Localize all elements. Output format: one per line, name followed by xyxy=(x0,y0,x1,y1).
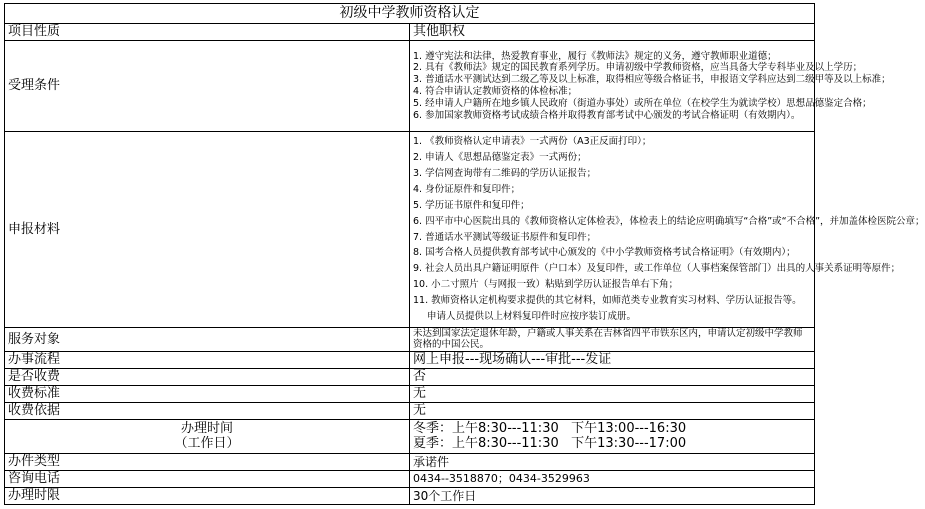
condition-item: 1. 遵守宪法和法律，热爱教育事业，履行《教师法》规定的义务，遵守教师职业道德； xyxy=(413,50,777,62)
hours-value xyxy=(410,419,815,453)
fee-basis-value: 无 xyxy=(410,402,815,419)
nature-label: 项目性质 xyxy=(5,24,410,41)
material-item: 4. 身份证原件和复印件； xyxy=(413,183,521,195)
material-item: 7. 普通话水平测试等级证书原件和复印件； xyxy=(413,231,597,243)
fee-basis-label: 收费依据 xyxy=(5,402,410,419)
materials-list xyxy=(410,132,925,328)
material-item: 6. 四平市中心医院出具的《教师资格认定体检表》，体检表上的结论应明确填写“合格”或“不合格”，并加盖体检医院公章； xyxy=(413,215,925,227)
material-item: 3. 学信网查询带有二维码的学历认证报告； xyxy=(413,167,597,179)
hours-label-line1: 办理时间 xyxy=(180,420,233,436)
condition-item: 2. 具有《教师法》规定的国民教育系列学历。申请初级中学教师资格，应当具备大学专科毕业及以上学历； xyxy=(413,62,863,74)
hours-summer: 夏季：上午8:30---11:30 下午13:30---17:00 xyxy=(413,436,687,452)
service-label: 服务对象 xyxy=(5,328,410,352)
service-value: 未达到国家法定退休年龄，户籍或人事关系在吉林省四平市铁东区内，申请认定初级中学教师资格的中国公民。 xyxy=(410,328,815,352)
material-item: 10. 小二寸照片（与网报一致）粘贴到学历认证报告单右下角； xyxy=(413,279,679,291)
deadline-value: 30个工作日 xyxy=(410,487,815,504)
material-item: 8. 国考合格人员提供教育部考试中心颁发的《中小学教师资格考试合格证明》（有效期内）； xyxy=(413,247,796,259)
material-item: 5. 学历证书原件和复印件； xyxy=(413,199,530,211)
material-note: 申请人员提供以上材料复印件时应按序装订成册。 xyxy=(427,310,637,322)
material-item: 11. 教师资格认定机构要求提供的其它材料，如师范类专业教育实习材料、学历认证报告等。 xyxy=(413,295,802,307)
type-label: 办件类型 xyxy=(5,453,410,470)
phone-value: 0434--3518870；0434-3529963 xyxy=(410,470,815,487)
materials-label: 申报材料 xyxy=(5,132,410,328)
table-title: 初级中学教师资格认定 xyxy=(5,4,815,24)
process-label: 办事流程 xyxy=(5,351,410,368)
fee-standard-value: 无 xyxy=(410,385,815,402)
fee-standard-label: 收费标准 xyxy=(5,385,410,402)
material-item: 2. 申请人《思想品德鉴定表》一式两份； xyxy=(413,152,587,164)
condition-item: 5. 经申请人户籍所在地乡镇人民政府（街道办事处）或所在单位（在校学生为就读学校）思想品德鉴定合格； xyxy=(413,97,872,109)
condition-item: 3. 普通话水平测试达到二级乙等及以上标准，取得相应等级合格证书，申报语文学科应达到二级甲等及以上标准； xyxy=(413,74,891,86)
hours-label-line2: （工作日） xyxy=(174,436,240,452)
deadline-label: 办理时限 xyxy=(5,487,410,504)
phone-label: 咨询电话 xyxy=(5,470,410,487)
material-item: 1. 《教师资格认定申请表》一式两份（A3正反面打印）； xyxy=(413,136,652,148)
fee-label: 是否收费 xyxy=(5,368,410,385)
qualification-table xyxy=(4,3,925,505)
process-value: 网上申报---现场确认---审批---发证 xyxy=(410,351,815,368)
hours-winter: 冬季：上午8:30---11:30 下午13:00---16:30 xyxy=(413,420,687,436)
condition-item: 4. 符合申请认定教师资格的体检标准； xyxy=(413,86,578,97)
type-value: 承诺件 xyxy=(410,453,815,470)
nature-value: 其他职权 xyxy=(410,24,815,41)
material-item: 9. 社会人员出具户籍证明原件（户口本）及复印件，或工作单位（人事档案保管部门）出具的人事关系证明等原件； xyxy=(413,263,901,275)
condition-item: 6. 参加国家教师资格考试成绩合格并取得教育部考试中心颁发的考试合格证明（有效期内）。 xyxy=(413,109,801,121)
conditions-label: 受理条件 xyxy=(5,41,410,132)
conditions-list xyxy=(410,41,891,132)
hours-label xyxy=(5,419,410,453)
fee-value: 否 xyxy=(410,368,815,385)
